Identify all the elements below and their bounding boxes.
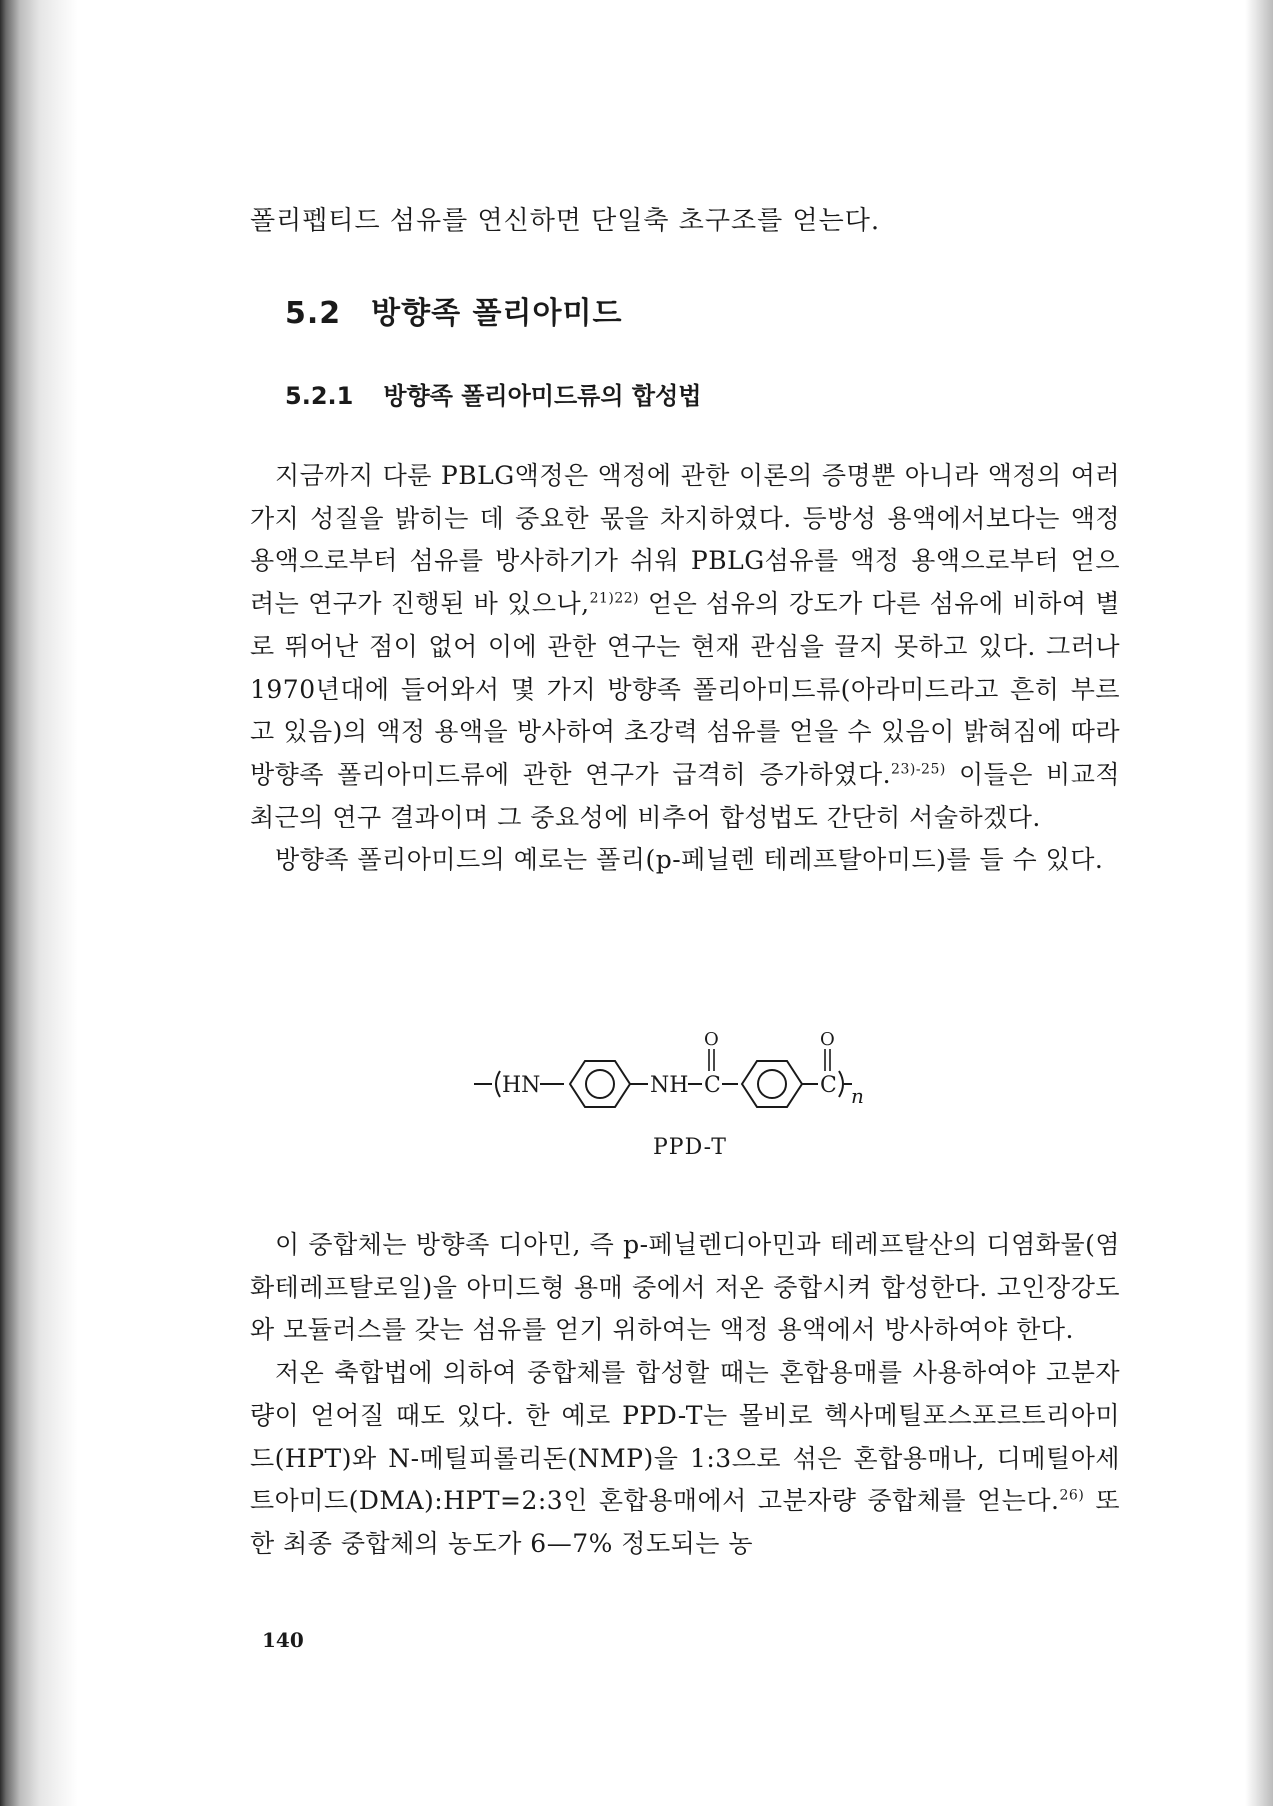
page-number: 140 [262,1628,304,1652]
book-spine-edge [0,0,78,1806]
paragraph-4-part-a: 저온 축합법에 의하여 중합체를 합성할 때는 혼합용매를 사용하여야 고분자량이 얻어질 때도 있다. 한 예로 PPD-T는 몰비로 헥사메틸포스포르트리아미드(HPT)와 N-메틸피롤리돈(NMP)을 1:3으로 섞은 혼합용매나, 디메틸아세트아미드(DMA):HPT=2:3인 혼합용매에서 고분자량 중합체를 얻는다. [250,1358,1120,1516]
citation-23-25: 23)-25) [891,761,946,778]
page-right-edge [1245,0,1273,1806]
body-text-block-1 [250,455,1120,882]
paragraph-4 [250,1352,1120,1566]
subsection-title: 방향족 폴리아미드류의 합성법 [383,382,702,410]
hn-group-label: HN [502,1073,541,1098]
paragraph-1-part-a: 지금까지 다룬 PBLG액정은 액정에 관한 이론의 증명뿐 아니라 액정의 여러가지 성질을 밝히는 데 중요한 몫을 차지하였다. 등방성 용액에서보다는 액정 용액으로부터 섬유를 방사하기가 쉬워 PBLG섬유를 액정 용액으로부터 얻으려는 연구가 진행된 바 있으나, [250,461,1120,619]
body-text-block-2 [250,1224,1120,1566]
oxygen-2-label: O [820,1029,835,1050]
formula-caption: PPD-T [653,1135,727,1160]
subsection-number: 5.2.1 [285,382,354,410]
benzene-ring-2 [742,1061,802,1107]
citation-21-22: 21)22) [589,590,640,607]
section-number: 5.2 [285,296,342,331]
oxygen-1-label: O [704,1029,719,1050]
benzene-ring-1 [570,1061,630,1107]
paragraph-1-part-c: 이들은 비교적 최근의 연구 결과이며 그 중요성에 비추어 합성법도 간단히 서술하겠다. [250,759,1120,832]
continued-text-line: 폴리펩티드 섬유를 연신하면 단일축 초구조를 얻는다. [250,206,881,236]
subsection-heading [285,376,701,411]
paragraph-1 [250,455,1120,839]
carbon-1-label: C [704,1073,721,1098]
paragraph-3: 이 중합체는 방향족 디아민, 즉 p-페닐렌디아민과 테레프탈산의 디염화물(염화테레프탈로일)을 아미드형 용매 중에서 저온 중합시켜 합성한다. 고인장강도와 모듈러스를 갖는 섬유를 얻기 위하여는 액정 용액에서 방사하여야 한다. [250,1230,1120,1345]
section-title: 방향족 폴리아미드 [371,296,623,331]
paragraph-1-part-b: 얻은 섬유의 강도가 다른 섬유에 비하여 별로 뛰어난 점이 없어 이에 관한 연구는 현재 관심을 끌지 못하고 있다. 그러나 1970년대에 들어와서 몇 가지 방향족 폴리아미드류(아라미드라고 흔히 부르고 있음)의 액정 용액을 방사하여 초강력 섬유를 얻을 수 있음이 밝혀짐에 따라 방향족 폴리아미드류에 관한 연구가 급격히 증가하였다. [250,589,1120,789]
section-heading [285,288,622,332]
citation-26: 26) [1059,1487,1085,1504]
carbon-2-label: C [820,1073,837,1098]
paragraph-4-part-b: 또한 최종 중합체의 농도가 6—7% 정도되는 농 [250,1486,1120,1558]
nh-group-label: NH [650,1073,689,1098]
repeat-subscript-n: n [851,1084,864,1108]
paragraph-2: 방향족 폴리아미드의 예로는 폴리(p-페닐렌 테레프탈아미드)를 들 수 있다. [275,845,1104,875]
